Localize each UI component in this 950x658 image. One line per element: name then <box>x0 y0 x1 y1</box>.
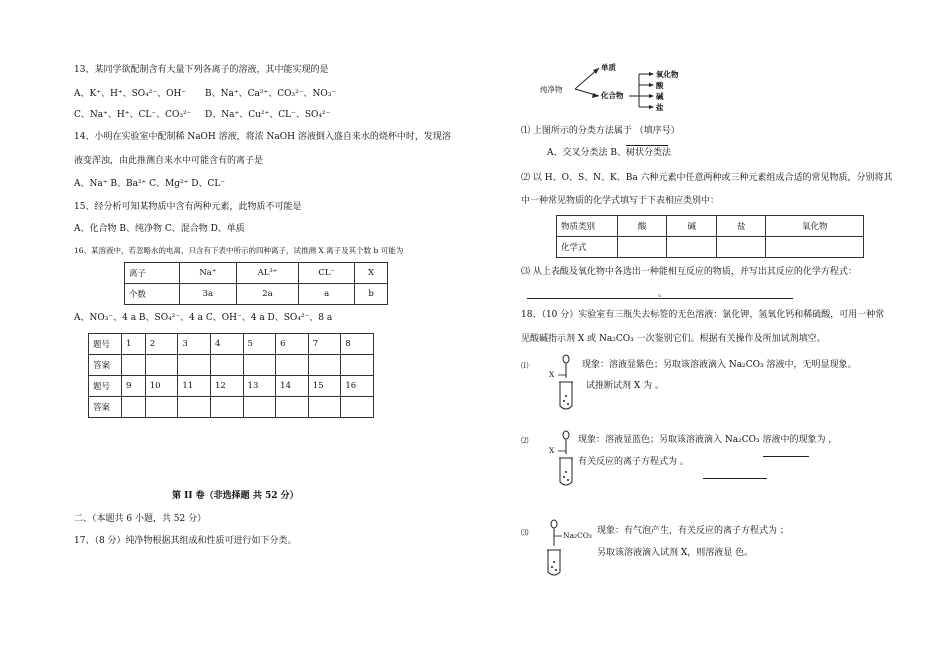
table-cell: 答案 <box>89 397 122 418</box>
answer-cell[interactable] <box>667 237 716 258</box>
q15-options: A、化合物 B、纯净物 C、混合物 D、单质 <box>74 224 245 234</box>
table-cell: 7 <box>308 334 341 355</box>
q16-options: A、NO₃⁻、4 a B、SO₄²⁻、4 a C、OH⁻、4 a D、SO₄²⁻、8 a <box>74 313 333 323</box>
table-cell: 物质类别 <box>557 216 618 237</box>
q16-ion-table <box>124 262 388 305</box>
diagram-leaf: 酸 <box>656 81 664 90</box>
answer-blank[interactable] <box>626 145 668 146</box>
table-cell: 离子 <box>125 263 180 284</box>
q14-stem-line2: 液变浑浊，由此推测自来水中可能含有的离子是 <box>74 156 264 166</box>
exp3-observation: 现象：有气泡产生，有关反应的离子方程式为 ； <box>597 526 789 536</box>
diagram-leaf: 碱 <box>656 92 664 101</box>
diagram-leaf: 盐 <box>656 103 664 112</box>
q17-part2-line1: ⑵ 以 H、O、S、N、K、Ba 六种元素中任意两种或三种元素组成合适的常见物质，分别将其 <box>521 173 893 183</box>
table-cell: 4 <box>210 334 243 355</box>
answer-cell[interactable] <box>276 355 309 376</box>
test-tube-icon <box>540 516 570 578</box>
table-cell: AL³⁺ <box>236 263 299 284</box>
q16-stem: 16、某溶液中，若忽略水的电离，只含有下表中所示的四种离子，试推测 X 离子及其个数 b 可能为 <box>74 246 404 255</box>
answer-blank[interactable] <box>703 478 767 479</box>
table-cell: 化学式 <box>557 237 618 258</box>
table-cell: 14 <box>276 376 309 397</box>
answer-cell[interactable] <box>178 355 211 376</box>
table-cell: 3 <box>178 334 211 355</box>
table-cell: 5 <box>243 334 276 355</box>
q18-stem-line1: 18、（10 分）实验室有三瓶失去标签的无色溶液：氯化钾、氢氧化钙和稀硫酸，可用一种常 <box>521 310 885 320</box>
table-cell: 个数 <box>125 284 180 305</box>
answer-cell[interactable] <box>122 397 146 418</box>
table-cell: 盐 <box>716 216 765 237</box>
table-cell: 碱 <box>667 216 716 237</box>
table-cell: 2a <box>236 284 299 305</box>
q13-stem: 13、某同学欲配制含有大量下列各离子的溶液，其中能实现的是 <box>74 65 329 75</box>
q18-stem-line2: 见酸碱指示剂 X 或 Na₂CO₃ 一次鉴别它们。根据有关操作及所加试剂填空。 <box>521 334 826 344</box>
q14-stem-line1: 14、小明在实验室中配制稀 NaOH 溶液，将浓 NaOH 溶液倒入盛自来水的烧杯中时，发现溶 <box>74 132 451 142</box>
answer-cell[interactable] <box>341 397 374 418</box>
q17-part1-options: A、交叉分类法 B、树状分类法 <box>547 148 671 158</box>
exp1-observation: 现象：溶液显紫色；另取该溶液滴入 Na₂CO₃ 溶液中，无明显现象。 <box>582 360 857 370</box>
q13-option-b: B、Na⁺、Ca²⁺、CO₃²⁻、NO₃⁻ <box>205 89 337 99</box>
q17-part3: ⑶ 从上表酸及氧化物中各选出一种能相互反应的物质，并写出其反应的化学方程式： <box>521 267 857 277</box>
answer-cell[interactable] <box>341 355 374 376</box>
table-cell: 9 <box>122 376 146 397</box>
substance-class-table <box>556 215 864 258</box>
exp1-question: 试推断试剂 X 为 。 <box>586 381 664 391</box>
table-cell: 氧化物 <box>766 216 864 237</box>
exp3-number: ⑶ <box>521 528 529 537</box>
part2-intro: 二、（本题共 6 小题，共 52 分） <box>74 514 207 524</box>
q15-stem: 15、经分析可知某物质中含有两种元素，此物质不可能是 <box>74 202 302 212</box>
table-cell: 12 <box>210 376 243 397</box>
answer-cell[interactable] <box>210 397 243 418</box>
table-cell: 13 <box>243 376 276 397</box>
table-cell: CL⁻ <box>299 263 355 284</box>
diagram-branch-compound: 化合物 <box>601 91 624 100</box>
answer-cell[interactable] <box>308 397 341 418</box>
exp2-reagent-label: X <box>549 446 555 455</box>
diagram-branch-element: 单质 <box>601 63 616 72</box>
q17-part1: ⑴ 上图所示的分类方法属于 （填序号） <box>521 126 680 136</box>
diagram-leaf: 氧化物 <box>656 70 679 79</box>
table-cell: a <box>299 284 355 305</box>
table-row <box>89 397 374 418</box>
answer-cell[interactable] <box>145 397 178 418</box>
answer-table <box>88 333 374 418</box>
table-cell: b <box>355 284 388 305</box>
table-cell: X <box>355 263 388 284</box>
table-cell: 6 <box>276 334 309 355</box>
table-cell: 10 <box>145 376 178 397</box>
table-cell: Na⁺ <box>180 263 237 284</box>
exp2-observation: 现象：溶液显蓝色；另取该溶液滴入 Na₂CO₃ 溶液中的现象为 ， <box>578 435 838 445</box>
answer-cell[interactable] <box>178 397 211 418</box>
table-row <box>557 216 864 237</box>
answer-cell[interactable] <box>210 355 243 376</box>
table-cell: 2 <box>145 334 178 355</box>
exp3-reagent-label: Na₂CO₃ <box>563 531 592 540</box>
answer-cell[interactable] <box>766 237 864 258</box>
table-cell: 酸 <box>618 216 667 237</box>
answer-cell[interactable] <box>308 355 341 376</box>
table-row <box>89 355 374 376</box>
answer-blank[interactable] <box>763 456 809 457</box>
exp3-question: 另取该溶液滴入试剂 X，则溶液显 色。 <box>597 548 754 558</box>
q13-option-a: A、K⁺、H⁺、SO₄²⁻、OH⁻ <box>74 89 187 99</box>
diagram-root: 纯净物 <box>540 85 563 94</box>
table-row <box>89 334 374 355</box>
answer-cell[interactable] <box>243 355 276 376</box>
answer-cell[interactable] <box>122 355 146 376</box>
answer-cell[interactable] <box>618 237 667 258</box>
table-cell: 1 <box>122 334 146 355</box>
q17-stem: 17、（8 分）纯净物根据其组成和性质可进行如下分类。 <box>74 536 297 546</box>
q14-options: A、Na⁺ B、Ba²⁺ C、Mg²⁺ D、CL⁻ <box>74 179 226 189</box>
table-cell: 答案 <box>89 355 122 376</box>
answer-cell[interactable] <box>145 355 178 376</box>
test-tube-icon <box>552 352 582 412</box>
classification-diagram <box>535 58 735 118</box>
q13-option-c: C、Na⁺、H⁺、CL⁻、CO₃²⁻ <box>74 110 192 120</box>
table-cell: 11 <box>178 376 211 397</box>
answer-cell[interactable] <box>276 397 309 418</box>
table-cell: 题号 <box>89 376 122 397</box>
q13-option-d: D、Na⁺、Cu²⁺、CL⁻、SO₄²⁻ <box>205 110 331 120</box>
answer-cell[interactable] <box>716 237 765 258</box>
part2-title: 第 II 卷（非选择题 共 52 分） <box>172 491 299 501</box>
table-cell: 16 <box>341 376 374 397</box>
table-cell: 8 <box>341 334 374 355</box>
table-cell: 题号 <box>89 334 122 355</box>
exp1-number: ⑴ <box>521 361 529 370</box>
exp1-reagent-label: X <box>549 370 555 379</box>
answer-cell[interactable] <box>243 397 276 418</box>
table-cell: 15 <box>308 376 341 397</box>
table-row <box>125 263 388 284</box>
table-row <box>89 376 374 397</box>
q17-part2-line2: 中一种常见物质的化学式填写于下表相应类别中： <box>521 196 720 206</box>
q17-part3-end: 。 <box>658 289 668 299</box>
table-cell: 3a <box>180 284 237 305</box>
table-row <box>125 284 388 305</box>
exp2-question: 有关反应的离子方程式为 。 <box>578 457 689 467</box>
exp2-number: ⑵ <box>521 436 529 445</box>
table-row <box>557 237 864 258</box>
